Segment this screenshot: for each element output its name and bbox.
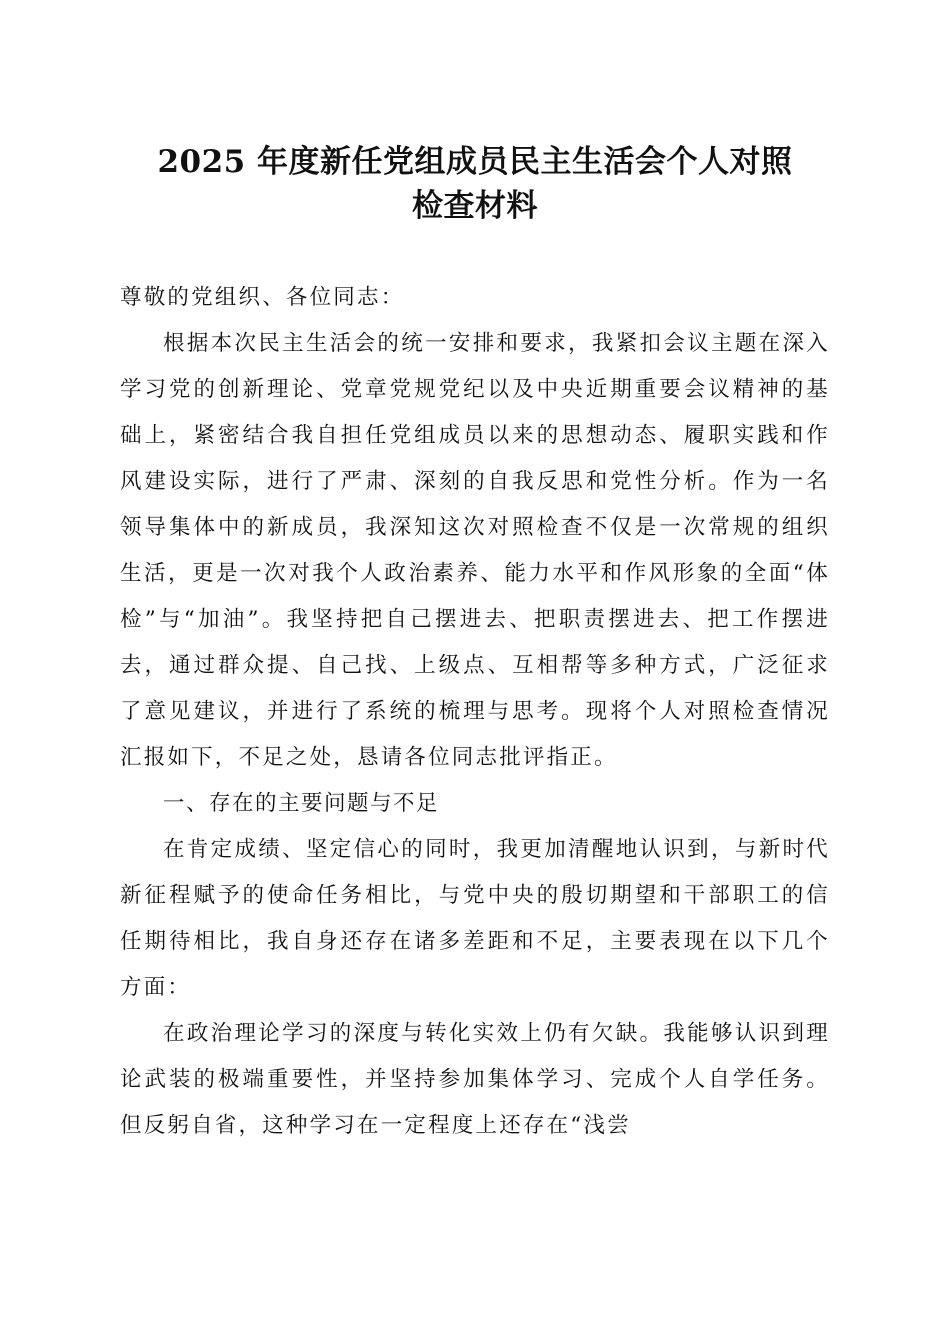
title-line-1: 2025 年度新任党组成员民主生活会个人对照: [157, 144, 793, 180]
section-paragraph-2: 在政治理论学习的深度与转化实效上仍有欠缺。我能够认识到理论武装的极端重要性，并坚持参加集体学习、完成个人自学任务。但反躬自省，这种学习在一定程度上还存在“浅尝: [120, 1021, 830, 1138]
document-title: [120, 140, 830, 228]
title-line-2: 检查材料: [412, 188, 538, 224]
section-heading: 一、存在的主要问题与不足: [163, 791, 440, 816]
intro-paragraph: 根据本次民主生活会的统一安排和要求，我紧扣会议主题在深入学习党的创新理论、党章党规党纪以及中央近期重要会议精神的基础上，紧密结合我自担任党组成员以来的思想动态、履职实践和作风建设实际，进行了严肃、深刻的自我反思和党性分析。作为一名领导集体中的新成员，我深知这次对照检查不仅是一次常规的组织生活，更是一次对我个人政治素养、能力水平和作风形象的全面“体检”与“加油”。我坚持把自己摆进去、把职责摆进去、把工作摆进去，通过群众提、自己找、上级点、互相帮等多种方式，广泛征求了意见建议，并进行了系统的梳理与思考。现将个人对照检查情况汇报如下，不足之处，恳请各位同志批评指正。: [120, 331, 830, 770]
document-body: [120, 275, 830, 1149]
salutation: 尊敬的党组织、各位同志：: [120, 285, 405, 310]
section-paragraph-1: 在肯定成绩、坚定信心的同时，我更加清醒地认识到，与新时代新征程赋予的使命任务相比，与党中央的殷切期望和干部职工的信任期待相比，我自身还存在诸多差距和不足，主要表现在以下几个方面：: [120, 837, 830, 1000]
